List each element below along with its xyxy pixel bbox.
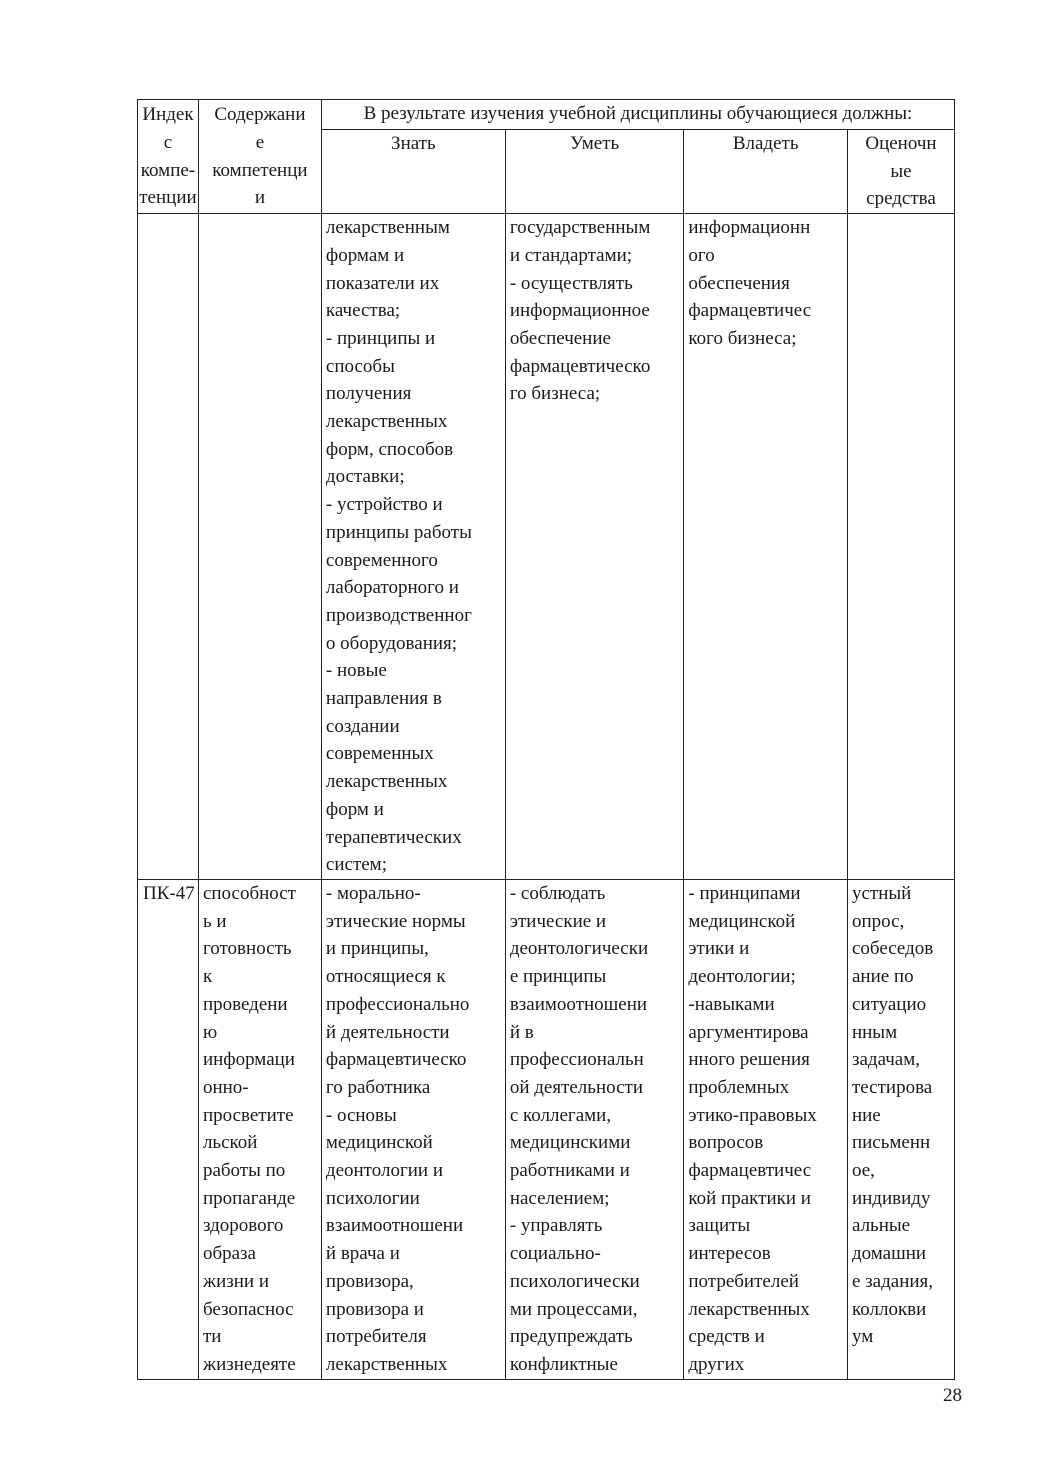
header-know: Знать — [321, 130, 505, 214]
competency-table — [137, 99, 955, 1380]
cell-content — [198, 214, 321, 880]
cell-index: ПК-47 — [138, 879, 199, 1379]
cell-own: информационн ого обеспечения фармацевтичес кого бизнеса; — [684, 214, 848, 880]
cell-know: - морально- этические нормы и принципы, относящиеся к профессионально й деятельности фармацевтическо го работника - основы медицинской деонтологии и психологии взаимоотношени й врача и провизора, провизора и потребителя лекарственных — [321, 879, 505, 1379]
cell-can: - соблюдать этические и деонтологически е принципы взаимоотношени й в профессиональн ой деятельности с коллегами, медицинскими работниками и населением; - управлять социально- психологически ми процессами, предупреждать конфликтные — [505, 879, 684, 1379]
cell-know: лекарственным формам и показатели их качества; - принципы и способы получения лекарственных форм, способов доставки; - устройство и принципы работы современного лабораторного и производственног о оборудования; - новые направления в создании современных лекарственных форм и терапевтических систем; — [321, 214, 505, 880]
header-assessment: Оценочн ые средства — [847, 130, 954, 214]
cell-index — [138, 214, 199, 880]
header-can: Уметь — [505, 130, 684, 214]
cell-assessment: устный опрос, собеседов ание по ситуацио нным задачам, тестирова ние письменн ое, индивиду альные домашни е задания, коллокви ум — [847, 879, 954, 1379]
page-number: 28 — [943, 1385, 962, 1406]
header-row-top — [138, 100, 955, 130]
table-row — [138, 214, 955, 880]
table-row — [138, 879, 955, 1379]
header-result-span: В результате изучения учебной дисциплины обучающиеся должны: — [321, 100, 954, 130]
cell-can: государственным и стандартами; - осуществлять информационное обеспечение фармацевтическо го бизнеса; — [505, 214, 684, 880]
header-index: Индек с компе- тенции — [138, 100, 199, 214]
cell-own: - принципами медицинской этики и деонтологии; -навыками аргументирова нного решения проблемных этико-правовых вопросов фармацевтичес кой практики и защиты интересов потребителей лекарственных средств и других — [684, 879, 848, 1379]
header-own: Владеть — [684, 130, 848, 214]
cell-content: способност ь и готовность к проведени ю информаци онно- просветите льской работы по пропаганде здорового образа жизни и безопаснос ти жизнедеяте — [198, 879, 321, 1379]
header-content: Содержани е компетенци и — [198, 100, 321, 214]
cell-assessment — [847, 214, 954, 880]
